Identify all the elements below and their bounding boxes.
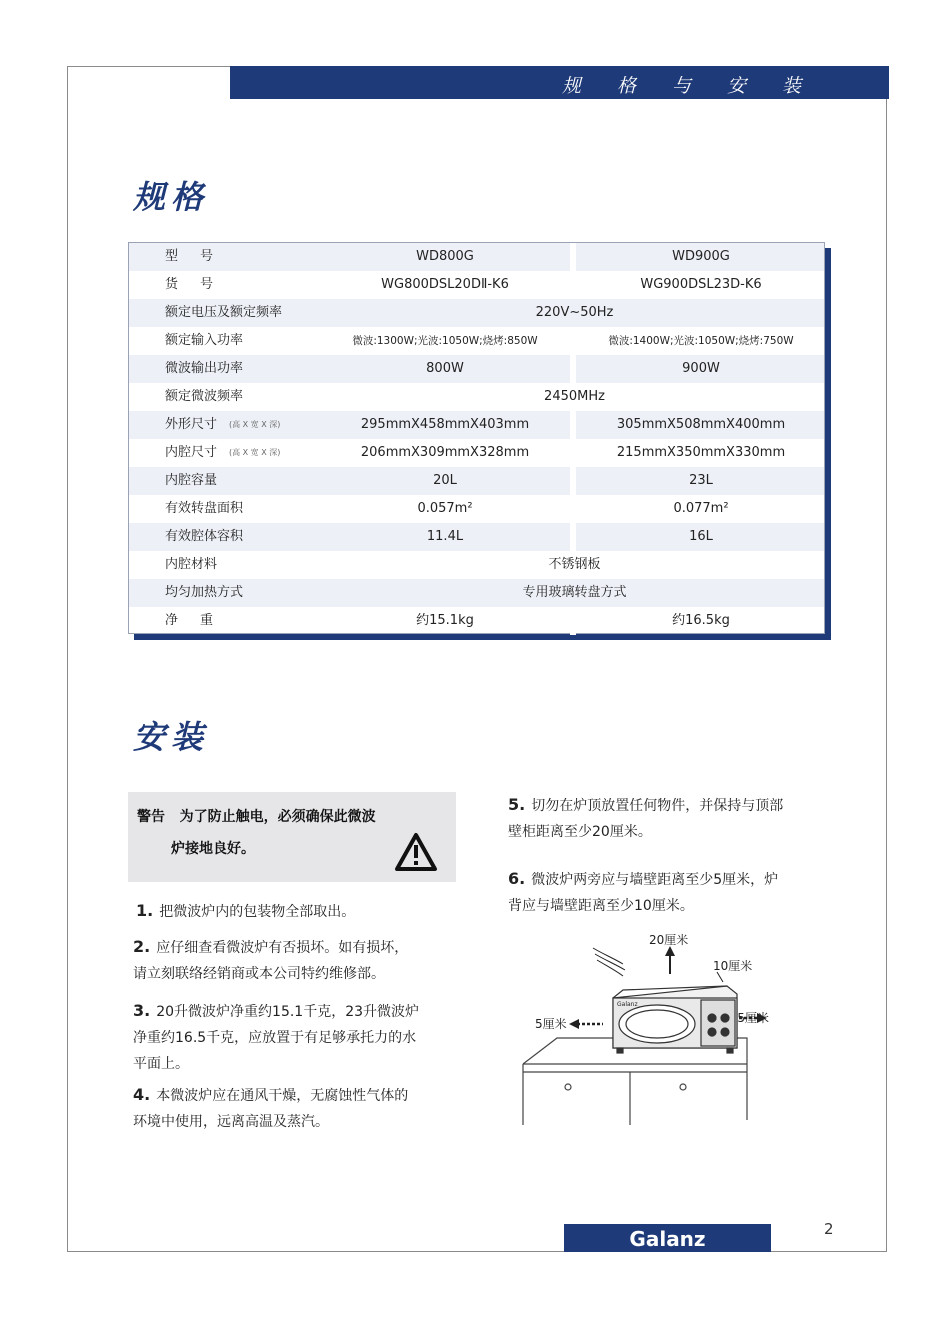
install-section-title: 安装 bbox=[133, 718, 210, 756]
column-divider bbox=[570, 243, 576, 271]
warning-label: 警告 bbox=[137, 809, 165, 825]
spec-value-wd900g: 215mmX350mmX330mm bbox=[616, 445, 786, 460]
install-item-2 bbox=[133, 934, 408, 987]
spec-row bbox=[129, 299, 824, 327]
warning-text bbox=[137, 806, 376, 826]
spec-value-wd900g: 900W bbox=[682, 361, 720, 376]
spec-row bbox=[129, 579, 824, 607]
spec-value-wd800g: WG800DSL20DⅡ-K6 bbox=[381, 277, 509, 292]
install-item-3 bbox=[133, 998, 419, 1077]
item-text: 平面上。 bbox=[133, 1056, 189, 1072]
spec-value-wd900g: 微波:1400W;光波:1050W;烧烤:750W bbox=[608, 335, 794, 347]
item-number: 5. bbox=[508, 795, 526, 814]
item-text: 切勿在炉顶放置任何物件，并保持与顶部 bbox=[531, 798, 784, 814]
item-text: 背应与墙壁距离至少10厘米。 bbox=[508, 898, 694, 914]
spec-value-wd900g: 305mmX508mmX400mm bbox=[616, 417, 786, 432]
spec-label: 均匀加热方式 bbox=[165, 585, 244, 600]
item-text: 净重约16.5千克，应放置于有足够承托力的水 bbox=[133, 1030, 417, 1046]
install-item-4 bbox=[133, 1082, 408, 1135]
spec-value: 2450MHz bbox=[544, 389, 605, 404]
spec-table bbox=[128, 242, 825, 634]
item-text: 20升微波炉净重约15.1千克，23升微波炉 bbox=[156, 1004, 420, 1020]
spec-row bbox=[129, 327, 824, 355]
spec-value-wd800g: 295mmX458mmX403mm bbox=[360, 417, 530, 432]
spec-section-title: 规格 bbox=[133, 178, 210, 216]
spec-value-wd800g: 0.057m² bbox=[417, 501, 473, 516]
spec-label: 货号 bbox=[165, 277, 236, 292]
warning-triangle-icon bbox=[394, 832, 438, 872]
spec-row bbox=[129, 271, 824, 299]
diagram-top-label: 20厘米 bbox=[649, 933, 689, 947]
column-divider bbox=[570, 523, 576, 551]
item-text: 本微波炉应在通风干燥，无腐蚀性气体的 bbox=[156, 1088, 409, 1104]
diagram-brand: Galanz bbox=[617, 1001, 638, 1008]
item-number: 6. bbox=[508, 869, 526, 888]
diagram-left-label: 5厘米 bbox=[535, 1017, 567, 1031]
install-item-5 bbox=[508, 792, 783, 845]
spec-label: 净重 bbox=[165, 613, 236, 628]
spec-value-wd800g: 206mmX309mmX328mm bbox=[360, 445, 530, 460]
spec-value-wd900g: 约16.5kg bbox=[672, 613, 730, 628]
spec-row bbox=[129, 607, 824, 635]
spec-value-wd800g: WD800G bbox=[416, 249, 474, 264]
item-text: 把微波炉内的包装物全部取出。 bbox=[159, 904, 356, 920]
spec-value-wd800g: 微波:1300W;光波:1050W;烧烤:850W bbox=[352, 335, 538, 347]
footer-bar bbox=[564, 1224, 771, 1252]
item-number: 4. bbox=[133, 1085, 151, 1104]
item-text: 微波炉两旁应与墙壁距离至少5厘米，炉 bbox=[531, 872, 779, 888]
galanz-logo: Galanz bbox=[629, 1227, 706, 1251]
column-divider bbox=[570, 607, 576, 635]
item-text: 壁柜距离至少20厘米。 bbox=[508, 824, 652, 840]
warning-box bbox=[128, 792, 456, 882]
spec-label: 内腔容量 bbox=[165, 473, 218, 488]
column-divider bbox=[570, 327, 576, 355]
spec-value-wd800g: 约15.1kg bbox=[416, 613, 474, 628]
cabinet-drawing bbox=[523, 1038, 747, 1125]
spec-value-wd800g: 800W bbox=[426, 361, 464, 376]
spec-value: 不锈钢板 bbox=[548, 557, 601, 572]
spec-row bbox=[129, 467, 824, 495]
column-divider bbox=[570, 355, 576, 383]
spec-row bbox=[129, 439, 824, 467]
diagram-right-label: 5厘米 bbox=[737, 1011, 769, 1025]
spec-label: 额定微波频率 bbox=[165, 389, 244, 404]
spec-row bbox=[129, 355, 824, 383]
spec-row bbox=[129, 523, 824, 551]
spec-row bbox=[129, 383, 824, 411]
spec-row bbox=[129, 551, 824, 579]
item-text: 应仔细查看微波炉有否损坏。如有损坏， bbox=[156, 940, 409, 956]
spec-label: 有效腔体容积 bbox=[165, 529, 244, 544]
spec-row bbox=[129, 411, 824, 439]
page-number: 2 bbox=[824, 1220, 834, 1238]
spec-label: 微波输出功率 bbox=[165, 361, 244, 376]
header-title: 规格与安装 bbox=[561, 75, 837, 97]
diagram-back-label: 10厘米 bbox=[713, 959, 753, 973]
spec-label: 外形尺寸 bbox=[165, 417, 218, 432]
spec-label: 额定电压及额定频率 bbox=[165, 305, 283, 320]
item-text: 请立刻联络经销商或本公司特约维修部。 bbox=[133, 966, 385, 982]
spec-row bbox=[129, 495, 824, 523]
spec-label-sub: (高 X 宽 X 深) bbox=[229, 420, 281, 429]
spec-label-sub: (高 X 宽 X 深) bbox=[229, 448, 281, 457]
spec-value-wd900g: WG900DSL23D-K6 bbox=[640, 277, 762, 292]
spec-value: 220V~50Hz bbox=[535, 305, 614, 320]
spec-label: 额定输入功率 bbox=[165, 333, 244, 348]
microwave-drawing bbox=[613, 986, 737, 1053]
spec-label: 内腔材料 bbox=[165, 557, 218, 572]
spec-value-wd900g: 16L bbox=[689, 529, 713, 544]
item-number: 2. bbox=[133, 937, 151, 956]
warning-line-1: 为了防止触电，必须确保此微波 bbox=[179, 809, 376, 825]
column-divider bbox=[570, 467, 576, 495]
spec-value-wd800g: 11.4L bbox=[426, 529, 464, 544]
spec-value-wd900g: WD900G bbox=[672, 249, 730, 264]
column-divider bbox=[570, 495, 576, 523]
spec-value-wd900g: 23L bbox=[689, 473, 713, 488]
item-number: 1. bbox=[136, 901, 154, 920]
install-item-6 bbox=[508, 866, 778, 919]
column-divider bbox=[570, 411, 576, 439]
item-text: 环境中使用，远离高温及蒸汽。 bbox=[133, 1114, 329, 1130]
clearance-diagram bbox=[505, 920, 769, 1130]
warning-line-2: 炉接地良好。 bbox=[171, 841, 255, 857]
column-divider bbox=[570, 271, 576, 299]
spec-label: 内腔尺寸 bbox=[165, 445, 218, 460]
spec-row bbox=[129, 243, 824, 271]
spec-label: 型号 bbox=[165, 249, 236, 264]
spec-value-wd900g: 0.077m² bbox=[673, 501, 729, 516]
spec-value: 专用玻璃转盘方式 bbox=[522, 585, 627, 600]
install-item-1 bbox=[136, 898, 355, 925]
spec-label: 有效转盘面积 bbox=[165, 501, 244, 516]
header-bar bbox=[230, 66, 889, 99]
spec-value-wd800g: 20L bbox=[433, 473, 457, 488]
column-divider bbox=[570, 439, 576, 467]
item-number: 3. bbox=[133, 1001, 151, 1020]
